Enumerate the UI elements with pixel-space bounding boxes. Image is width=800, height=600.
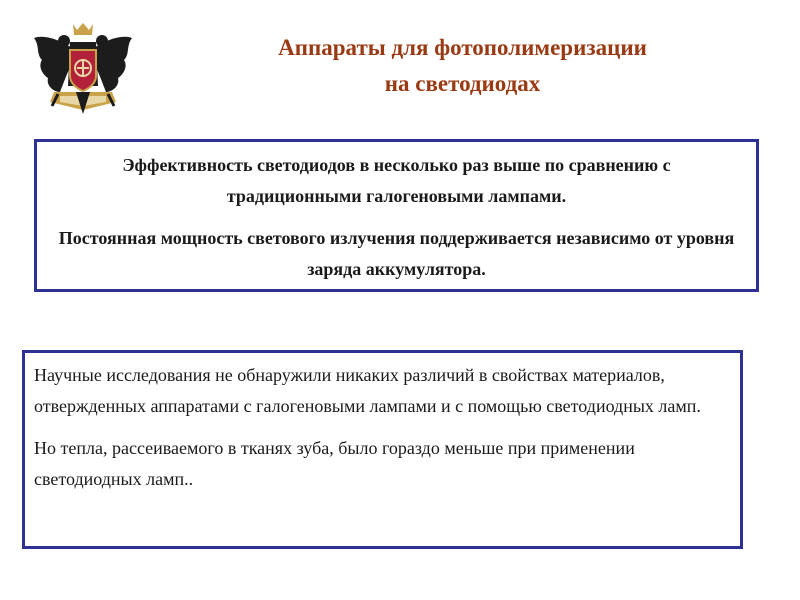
page-title (190, 30, 735, 102)
research-paragraph: Научные исследования не обнаружили никаких различий в свойствах материалов, отвержденных аппаратами с галогеновыми лампами и с помощью светодиодных ламп. (34, 365, 701, 416)
heat-paragraph: Но тепла, рассеиваемого в тканях зуба, было гораздо меньше при применении светодиодных ламп.. (34, 438, 635, 489)
efficiency-paragraph: Эффективность светодиодов в несколько раз выше по сравнению с традиционными галогеновыми лампами. (122, 155, 671, 206)
research-box-bottom (22, 350, 743, 549)
title-line-1: Аппараты для фотополимеризации (278, 35, 647, 60)
highlight-box-top (34, 139, 759, 292)
title-line-2: на светодиодах (384, 71, 541, 96)
constant-power-paragraph: Постоянная мощность светового излучения поддерживается независимо от уровня заряда аккумулятора. (58, 228, 735, 279)
university-emblem-icon (30, 20, 136, 116)
